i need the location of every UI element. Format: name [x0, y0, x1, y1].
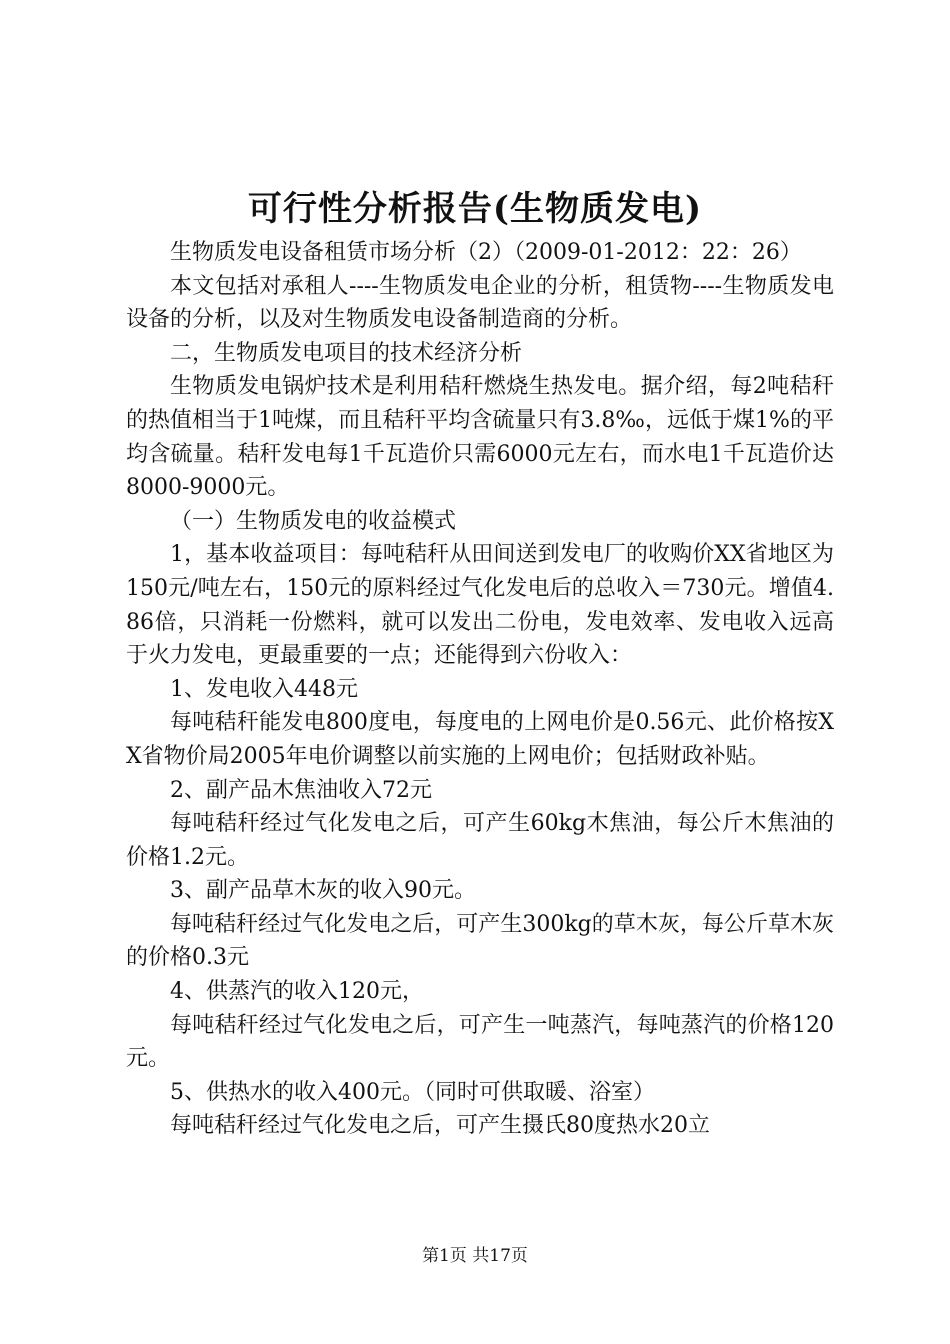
section-heading-2: 二，生物质发电项目的技术经济分析 [170, 340, 523, 366]
paragraph-technology: 生物质发电锅炉技术是利用秸秆燃烧生热发电。据介绍，每2吨秸秆的热值相当于1吨煤，而且秸秆平均含硫量只有3.8‰，远低于煤1%的平均含硫量。秸秆发电每1千瓦造价只需6000元左右，而水电1千瓦造价达8000-9000元。 [126, 374, 834, 501]
paragraph-basic-income: 1，基本收益项目：每吨秸秆从田间送到发电厂的收购价XX省地区为150元/吨左右，150元的原料经过气化发电后的总收入＝730元。增值4.86倍，只消耗一份燃料，就可以发出二份电，发电效率、发电收入远高于火力发电，更最重要的一点；还能得到六份收入： [126, 542, 834, 669]
page-number-footer: 第1页 共17页 [422, 1246, 528, 1266]
paragraph-ash-income: 每吨秸秆经过气化发电之后，可产生300kg的草木灰，每公斤草木灰的价格0.3元 [126, 911, 834, 971]
list-item-steam-income: 4、供蒸汽的收入120元， [170, 979, 424, 1005]
list-item-ash-income: 3、副产品草木灰的收入90元。 [170, 878, 476, 904]
subsection-heading-1: （一）生物质发电的收益模式 [170, 508, 457, 534]
paragraph-source-line: 生物质发电设备租赁市场分析（2）（2009-01-2012：22：26） [170, 240, 802, 265]
list-item-tar-income: 2、副产品木焦油收入72元 [170, 777, 432, 803]
document-title: 可行性分析报告(生物质发电) [247, 189, 703, 229]
document-body [126, 236, 834, 1143]
list-item-hot-water-income: 5、供热水的收入400元。（同时可供取暖、浴室） [170, 1079, 655, 1105]
paragraph-steam-income: 每吨秸秆经过气化发电之后，可产生一吨蒸汽，每吨蒸汽的价格120元。 [126, 1012, 834, 1072]
paragraph-tar-income: 每吨秸秆经过气化发电之后，可产生60kg木焦油，每公斤木焦油的价格1.2元。 [126, 811, 834, 870]
list-item-power-income: 1、发电收入448元 [170, 676, 358, 702]
paragraph-power-income: 每吨秸秆能发电800度电，每度电的上网电价是0.56元、此价格按XX省物价局2005年电价调整以前实施的上网电价；包括财政补贴。 [126, 710, 834, 769]
paragraph-hot-water-income: 每吨秸秆经过气化发电之后，可产生摄氏80度热水20立 [170, 1113, 710, 1139]
paragraph-intro: 本文包括对承租人----生物质发电企业的分析，租赁物----生物质发电设备的分析，以及对生物质发电设备制造商的分析。 [126, 273, 834, 333]
